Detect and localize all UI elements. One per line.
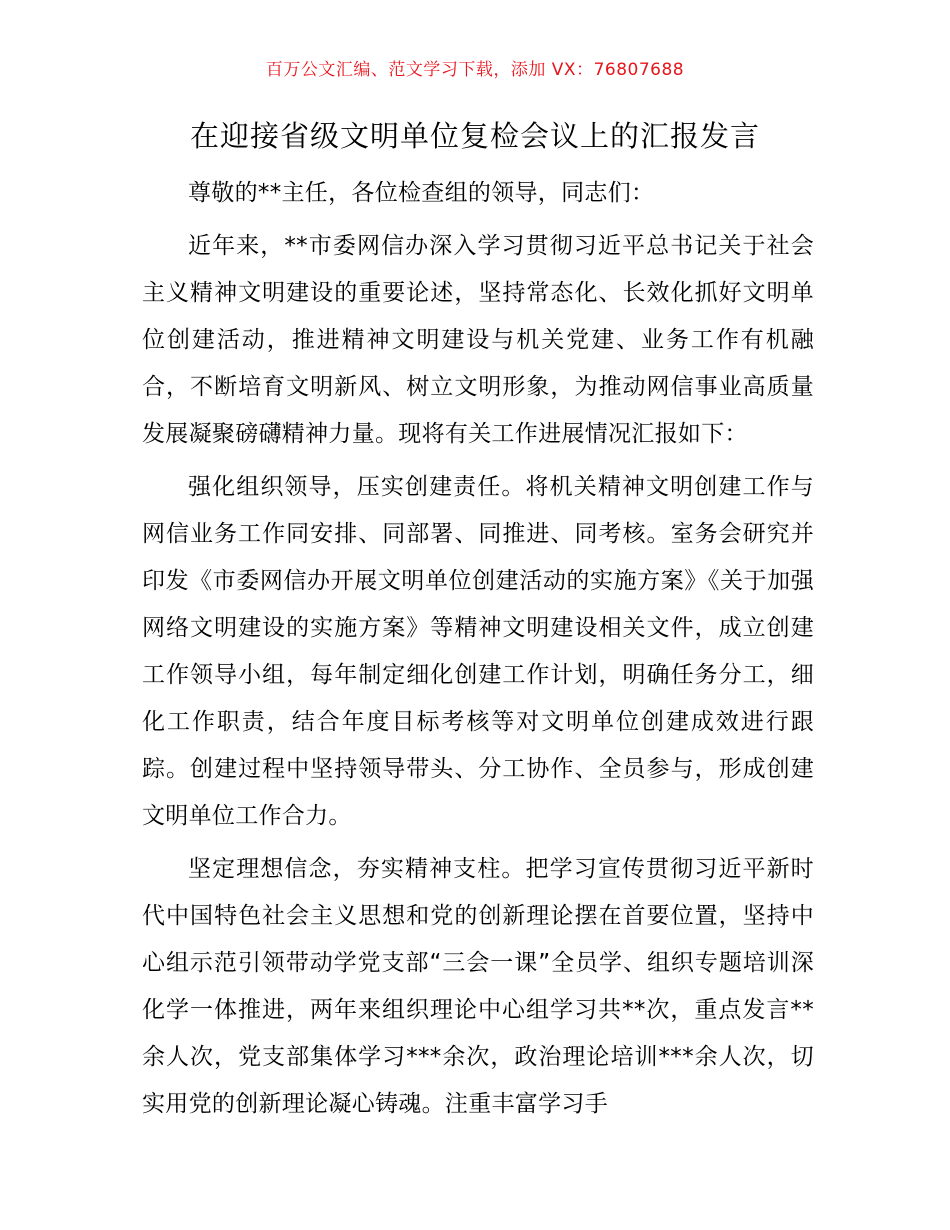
greeting-line: 尊敬的**主任，各位检查组的领导，同志们：	[188, 180, 655, 206]
promo-banner: 百万公文汇编、范文学习下载，添加 VX：76807688	[265, 60, 685, 80]
body-paragraph: 坚定理想信念，夯实精神支柱。把学习宣传贯彻习近平新时代中国特色社会主义思想和党的创新理论摆在首要位置，坚持中心组示范引领带动学党支部“三会一课”全员学、组织专题培训深化学一体推进，两年来组织理论中心组学习共**次，重点发言**余人次，党支部集体学习***余次，政治理论培训***余人次，切实用党的创新理论凝心铸魂。注重丰富学习手	[142, 856, 814, 1117]
body-paragraph: 近年来，**市委网信办深入学习贯彻习近平总书记关于社会主义精神文明建设的重要论述，坚持常态化、长效化抓好文明单位创建活动，推进精神文明建设与机关党建、业务工作有机融合，不断培育文明新风、树立文明形象，为推动网信事业高质量发展凝聚磅礴精神力量。现将有关工作进展情况汇报如下：	[142, 233, 814, 447]
body-paragraph: 强化组织领导，压实创建责任。将机关精神文明创建工作与网信业务工作同安排、同部署、同推进、同考核。室务会研究并印发《市委网信办开展文明单位创建活动的实施方案》《关于加强网络文明建设的实施方案》等精神文明建设相关文件，成立创建工作领导小组，每年制定细化创建工作计划，明确任务分工，细化工作职责，结合年度目标考核等对文明单位创建成效进行跟踪。创建过程中坚持领导带头、分工协作、全员参与，形成创建文明单位工作合力。	[142, 474, 814, 829]
document-body	[142, 170, 814, 1128]
document-title: 在迎接省级文明单位复检会议上的汇报发言	[189, 119, 760, 153]
